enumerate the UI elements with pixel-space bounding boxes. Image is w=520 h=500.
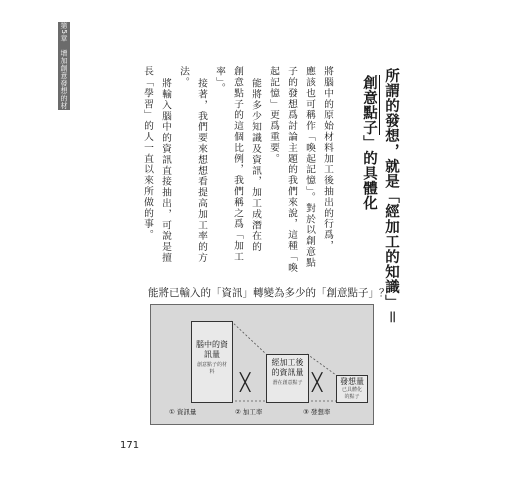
- paragraph-line: 創意點子的這個比例，我們稱之爲「加工: [232, 66, 243, 263]
- heading-text-1: 所謂的發想，就是「經加工的知識」＝: [383, 68, 400, 325]
- paragraph-line: 法。: [178, 66, 189, 88]
- multiply-symbol-1: ╳: [240, 373, 251, 393]
- brain-info-title: 腦中的資訊量: [196, 340, 228, 359]
- brain-info-subtitle: 創意點子的材料: [197, 362, 228, 375]
- paragraph-line: 子的發想爲討論主題的我們來說，這種「喚: [286, 66, 297, 274]
- processed-info-box: [266, 354, 309, 403]
- processed-info-title: 經加工後的資訊量: [271, 358, 304, 377]
- info-conversion-diagram: [150, 304, 374, 425]
- page-number: 171: [120, 440, 140, 451]
- idea-output-box: [336, 375, 368, 403]
- label-info-amount: ① 資訊量: [169, 408, 197, 416]
- paragraph-line: 接著，我們要來想想看提高加工率的方: [196, 78, 207, 264]
- idea-output-title: 發想量: [340, 377, 364, 386]
- processed-info-subtitle: 潛在創意點子: [272, 380, 303, 386]
- heading-line-2: [360, 75, 378, 211]
- paragraph-line: 將輸入腦中的資訊直接抽出，可說是擅: [160, 78, 171, 264]
- paragraph-line: 能將多少知識及資訊，加工成潛在的: [250, 78, 261, 253]
- paragraph-line: 率」。: [214, 66, 225, 94]
- paragraph-line: 長「學習」的人一直以來所做的事。: [142, 66, 153, 241]
- multiply-symbol-2: ╳: [312, 373, 323, 393]
- brain-info-box: [191, 321, 233, 403]
- paragraph-line: 將腦中的原始材料加工後抽出的行爲，: [322, 66, 333, 252]
- idea-output-subtitle: 已具體化的點子: [341, 387, 362, 400]
- paragraph-line: 應該也可稱作「喚起記憶」。對於以創意點: [304, 66, 315, 269]
- heading-text-2a: 創意點子: [361, 75, 378, 136]
- figure-caption: 能將已輸入的「資訊」轉變為多少的「創意點子」？: [148, 287, 390, 299]
- heading-text-2b: 」的具體化: [361, 135, 378, 211]
- label-ideation-rate: ③ 發想率: [303, 408, 331, 416]
- chapter-side-tab: 第5章 增加創意發想的材料: [48, 22, 68, 110]
- paragraph-line: 起記憶」更爲重要。: [268, 66, 279, 165]
- label-processing-rate: ② 加工率: [235, 408, 263, 416]
